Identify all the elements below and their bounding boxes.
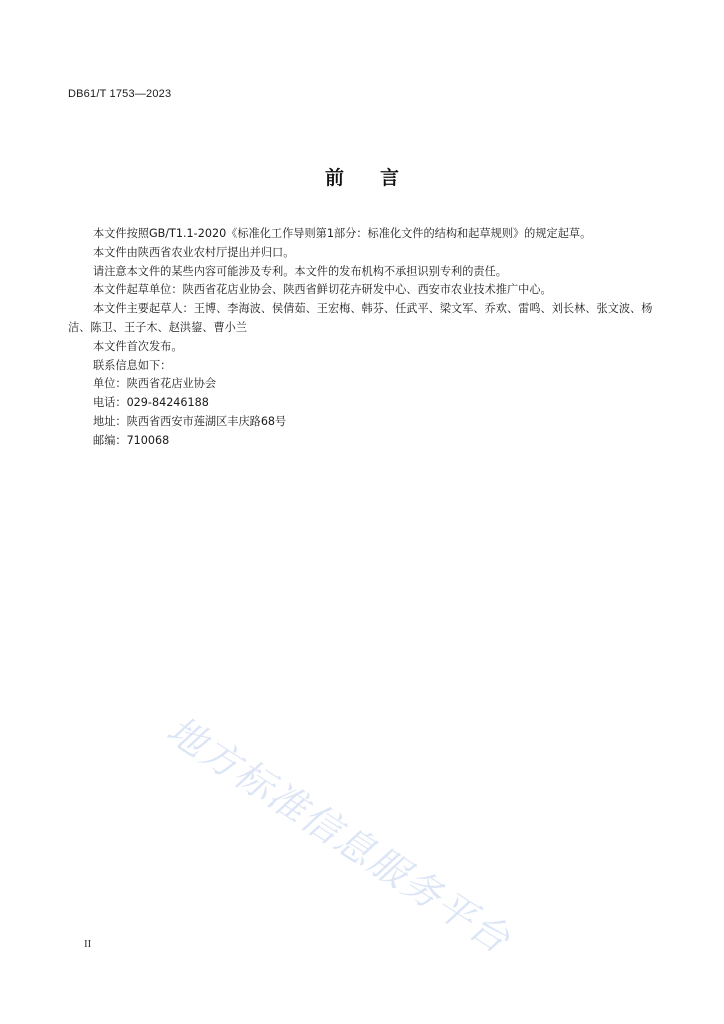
- paragraph-first-release: 本文件首次发布。: [93, 339, 183, 353]
- foreword-body: [68, 225, 658, 451]
- page-title-char-2: 言: [380, 167, 400, 189]
- watermark: 地方标准信息服务平台: [159, 707, 519, 963]
- paragraph-contact-heading: 联系信息如下：: [93, 358, 172, 372]
- paragraph-drafting-rules: 本文件按照GB/T1.1-2020《标准化工作导则第1部分：标准化文件的结构和起草规则》的规定起草。: [93, 227, 592, 240]
- paragraph-drafting-units: 本文件起草单位：陕西省花店业协会、陕西省鲜切花卉研发中心、西安市农业技术推广中心。: [93, 283, 552, 297]
- contact-phone: 电话：029-84246188: [93, 396, 209, 410]
- page-title-char-1: 前: [324, 167, 344, 189]
- paragraph-drafters: 本文件主要起草人：王博、李海波、侯倩茹、王宏梅、韩芬、任武平、梁文军、乔欢、雷鸣、刘长林、张文波、杨洁、陈卫、王子木、赵洪鋆、曹小兰: [68, 302, 653, 334]
- page-title: [0, 163, 724, 190]
- paragraph-proposer: 本文件由陕西省农业农村厅提出并归口。: [93, 245, 295, 259]
- page-number: II: [84, 938, 92, 950]
- paragraph-patent-notice: 请注意本文件的某些内容可能涉及专利。本文件的发布机构不承担识别专利的责任。: [93, 264, 507, 278]
- contact-address: 地址：陕西省西安市莲湖区丰庆路68号: [93, 414, 287, 428]
- contact-postcode: 邮编：710068: [93, 433, 170, 447]
- contact-unit: 单位：陕西省花店业协会: [93, 377, 217, 391]
- standard-code: DB61/T 1753—2023: [68, 88, 172, 100]
